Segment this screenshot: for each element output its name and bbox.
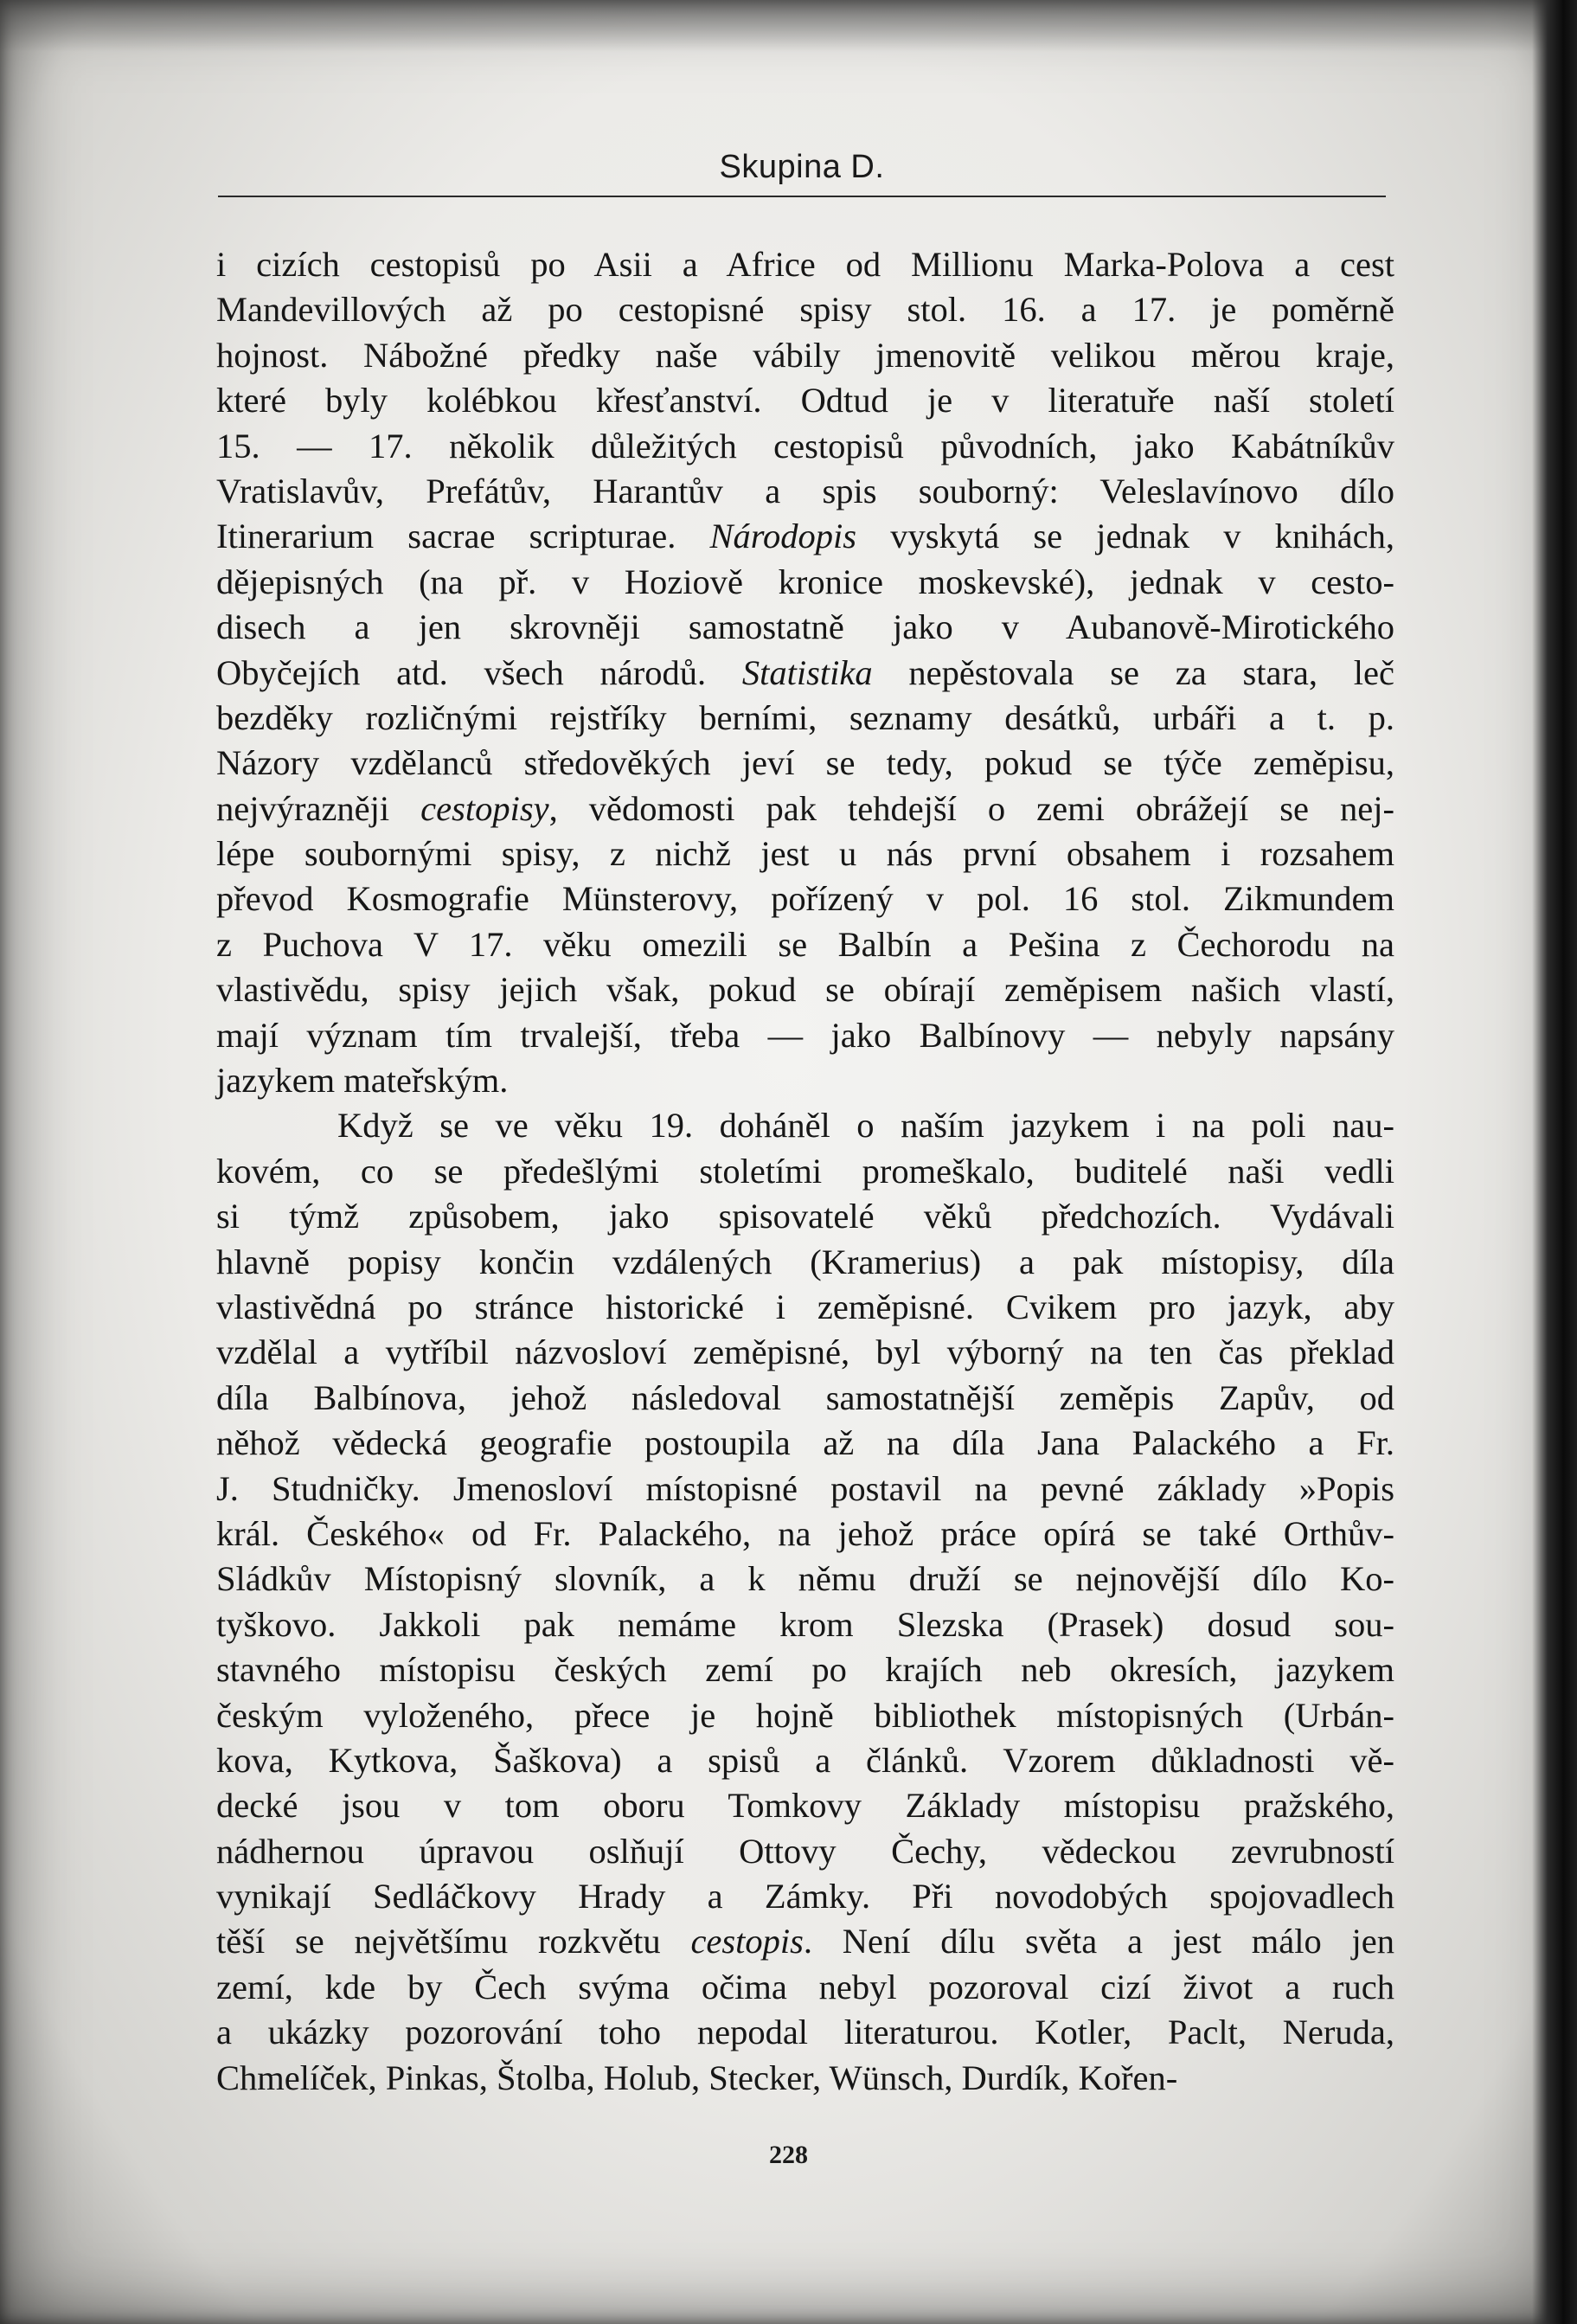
running-head: Skupina D.: [719, 149, 885, 185]
text-line: hlavně popisy končin vzdálených (Kramerius) a pak místopisy, díla: [216, 1242, 1394, 1281]
text-line: a ukázky pozorování toho nepodal literaturou. Kotler, Paclt, Neruda,: [216, 2013, 1394, 2052]
top-edge-shadow: [0, 0, 1577, 52]
header-rule: [218, 196, 1386, 197]
text-line: bezděky rozličnými rejstříky berními, seznamy desátků, urbáři a t. p.: [216, 697, 1394, 737]
italic-term: cestopis: [690, 1922, 804, 1961]
text-line: převod Kosmografie Münsterovy, pořízený v pol. 16 stol. Zikmundem: [216, 879, 1394, 919]
text-line: Sládkův Místopisný slovník, a k němu druží se nejnovější dílo Ko-: [216, 1559, 1394, 1599]
text-line: nádhernou úpravou oslňují Ottovy Čechy, vědeckou zevrubností: [216, 1831, 1394, 1871]
text-line: mají význam tím trvalejší, třeba — jako Balbínovy — nebyly napsány: [216, 1015, 1394, 1055]
text-line: Itinerarium sacrae scripturae. Národopis vyskytá se jednak v knihách,: [216, 517, 1394, 556]
text-line: si týmž způsobem, jako spisovatelé věků předchozích. Vydávali: [216, 1197, 1394, 1236]
binding-edge: [1532, 0, 1577, 2324]
text-line: J. Studničky. Jmenosloví místopisné postavil na pevné základy »Popis: [216, 1468, 1394, 1508]
text-line: jazykem mateřským.: [216, 1061, 509, 1101]
text-line: disech a jen skrovněji samostatně jako v Aubanově-Mirotického: [216, 607, 1394, 647]
text-line: vynikají Sedláčkovy Hrady a Zámky. Při novodobých spojovadlech: [216, 1877, 1394, 1916]
text-line: i cizích cestopisů po Asii a Africe od Millionu Marka-Polova a cest: [216, 245, 1394, 284]
text-line: nejvýrazněji cestopisy, vědomosti pak tehdejší o zemi obrážejí se nej-: [216, 788, 1395, 828]
text-line: vlastivědná po stránce historické i zeměpisné. Cvikem pro jazyk, aby: [216, 1287, 1394, 1326]
text-line: Chmelíček, Pinkas, Štolba, Holub, Stecker, Wünsch, Durdík, Kořen-: [216, 2058, 1178, 2097]
text-line: tyškovo. Jakkoli pak nemáme krom Slezska (Prasek) dosud sou-: [216, 1604, 1394, 1644]
text-line: díla Balbínova, jehož následoval samostatnější zeměpis Zapův, od: [216, 1377, 1394, 1417]
text-line: Vratislavův, Prefátův, Harantův a spis souborný: Veleslavínovo dílo: [216, 471, 1394, 510]
text-line: stavného místopisu českých zemí po krajích neb okresích, jazykem: [216, 1650, 1394, 1690]
text-line: Názory vzdělanců středověkých jeví se tedy, pokud se týče zeměpisu,: [216, 743, 1394, 783]
page-number: 228: [769, 2141, 808, 2169]
text-line: Obyčejích atd. všech národů. Statistika nepěstovala se za stara, leč: [216, 652, 1394, 692]
text-line: českým vyloženého, přece je hojně bibliothek místopisných (Urbán-: [216, 1695, 1394, 1735]
text-line: něhož vědecká geografie postoupila až na díla Jana Palackého a Fr.: [216, 1423, 1394, 1463]
italic-term: Národopis: [709, 517, 857, 556]
text-line: král. Českého« od Fr. Palackého, na jehož práce opírá se také Orthův-: [216, 1513, 1394, 1553]
text-line: dějepisných (na př. v Hoziově kronice moskevské), jednak v cesto-: [216, 562, 1394, 601]
text-line: Když se ve věku 19. doháněl o naším jazykem i na poli nau-: [337, 1106, 1394, 1146]
text-line: vzdělal a vytříbil názvosloví zeměpisné, byl výborný na ten čas překlad: [216, 1332, 1394, 1372]
text-line: decké jsou v tom oboru Tomkovy Základy místopisu pražského,: [216, 1786, 1394, 1826]
body-text: [216, 242, 1394, 2101]
text-line: Mandevillových až po cestopisné spisy stol. 16. a 17. je poměrně: [216, 290, 1394, 330]
text-line: lépe soubornými spisy, z nichž jest u nás první obsahem i rozsahem: [216, 834, 1394, 874]
text-line: hojnost. Nábožné předky naše vábily jmenovitě velikou měrou kraje,: [216, 335, 1394, 375]
text-line: kova, Kytkova, Šaškova) a spisů a článků. Vzorem důkladnosti vě-: [216, 1740, 1394, 1780]
text-line: těší se největšímu rozkvětu cestopis. Není dílu světa a jest málo jen: [216, 1922, 1394, 1961]
text-line: z Puchova V 17. věku omezili se Balbín a Pešina z Čechorodu na: [216, 924, 1394, 964]
text-line: vlastivědu, spisy jejich však, pokud se obírají zeměpisem našich vlastí,: [216, 970, 1394, 1010]
italic-term: cestopisy: [420, 788, 549, 828]
text-line: kovém, co se předešlými stoletími promeškalo, buditelé naši vedli: [216, 1151, 1394, 1191]
text-line: 15. — 17. několik důležitých cestopisů původních, jako Kabátníkův: [216, 426, 1394, 465]
text-line: které byly kolébkou křesťanství. Odtud je v literatuře naší století: [216, 381, 1394, 421]
italic-term: Statistika: [741, 652, 873, 692]
text-line: zemí, kde by Čech svýma očima nebyl pozoroval cizí život a ruch: [216, 1967, 1394, 2006]
